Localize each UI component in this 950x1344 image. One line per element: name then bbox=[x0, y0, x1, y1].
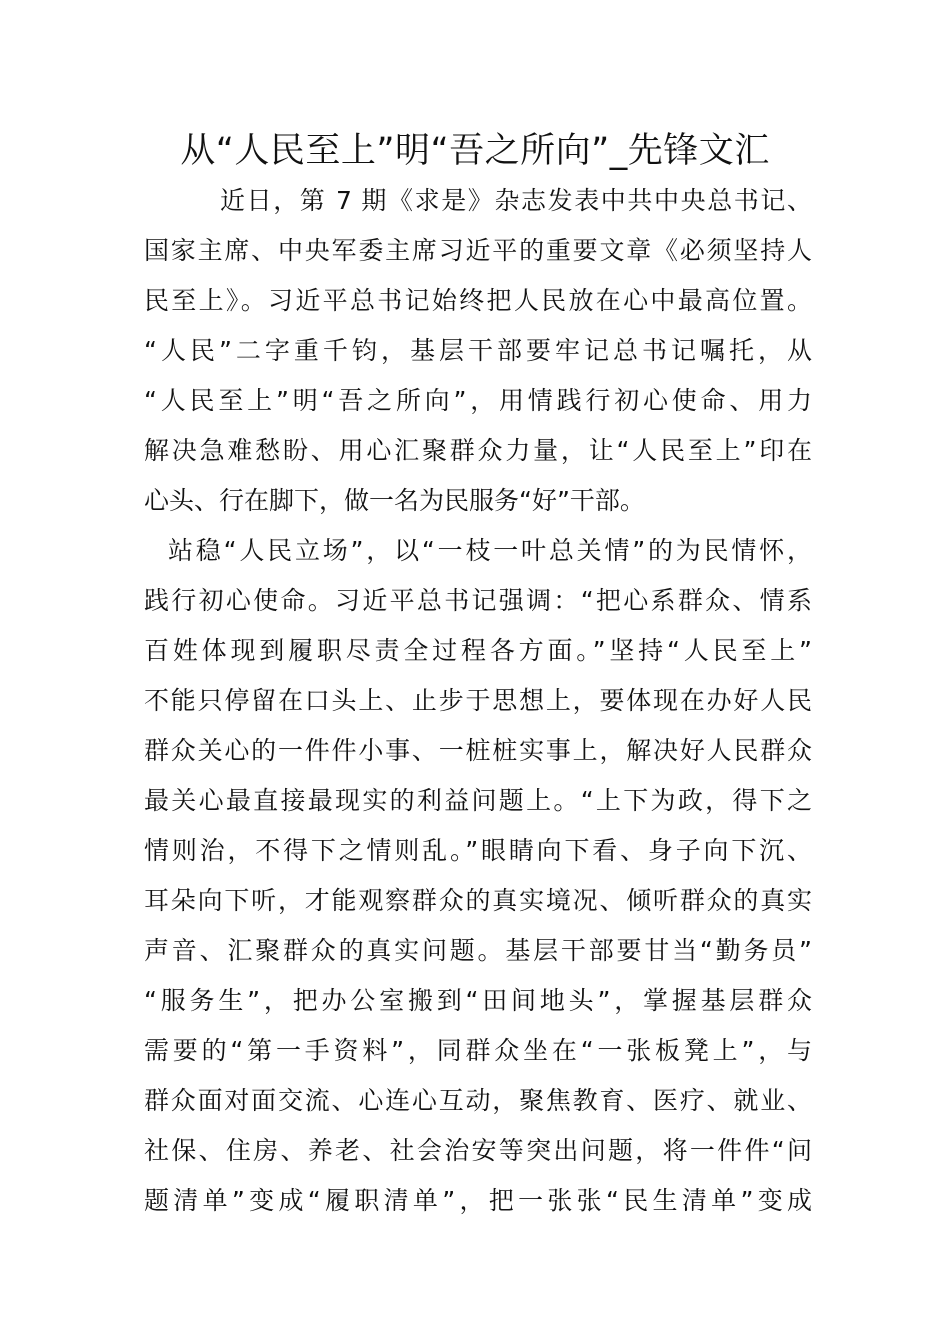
paragraph-line: 百姓体现到履职尽责全过程各方面。”坚持“人民至上” bbox=[144, 636, 812, 665]
document-body bbox=[144, 176, 812, 1226]
paragraph-line: 题清单”变成“履职清单”，把一张张“民生清单”变成 bbox=[144, 1186, 812, 1215]
paragraph-line: 站稳“人民立场”，以“一枝一叶总关情”的为民情怀， bbox=[168, 536, 812, 565]
paragraph-line: 声音、汇聚群众的真实问题。基层干部要甘当“勤务员” bbox=[144, 936, 812, 965]
paragraph-line: 群众面对面交流、心连心互动，聚焦教育、医疗、就业、 bbox=[144, 1086, 812, 1115]
paragraph-line: 践行初心使命。习近平总书记强调：“把心系群众、情系 bbox=[144, 586, 812, 615]
paragraph-line: 心头、行在脚下，做一名为民服务“好”干部。 bbox=[144, 486, 645, 515]
paragraph-line: “人民”二字重千钧，基层干部要牢记总书记嘱托，从 bbox=[144, 336, 812, 365]
paragraph-line: 群众关心的一件件小事、一桩桩实事上，解决好人民群众 bbox=[144, 736, 812, 765]
paragraph-line: “服务生”，把办公室搬到“田间地头”，掌握基层群众 bbox=[144, 986, 812, 1015]
paragraph-line: 情则治，不得下之情则乱。”眼睛向下看、身子向下沉、 bbox=[144, 836, 812, 865]
paragraph-line: “人民至上”明“吾之所向”，用情践行初心使命、用力 bbox=[144, 386, 812, 415]
paragraph-line: 最关心最直接最现实的利益问题上。“上下为政，得下之 bbox=[144, 786, 812, 815]
paragraph-line: 近日，第 7 期《求是》杂志发表中共中央总书记、 bbox=[220, 186, 812, 215]
paragraph-line: 解决急难愁盼、用心汇聚群众力量，让“人民至上”印在 bbox=[144, 436, 812, 465]
document-title: 从“人民至上”明“吾之所向”_先锋文汇 bbox=[180, 131, 770, 171]
paragraph-line: 社保、住房、养老、社会治安等突出问题，将一件件“问 bbox=[144, 1136, 812, 1165]
paragraph-line: 需要的“第一手资料”，同群众坐在“一张板凳上”，与 bbox=[144, 1036, 812, 1065]
paragraph-line: 国家主席、中央军委主席习近平的重要文章《必须坚持人 bbox=[144, 236, 812, 265]
paragraph-line: 耳朵向下听，才能观察群众的真实境况、倾听群众的真实 bbox=[144, 886, 812, 915]
paragraph-line: 不能只停留在口头上、止步于思想上，要体现在办好人民 bbox=[144, 686, 812, 715]
paragraph-line: 民至上》。习近平总书记始终把人民放在心中最高位置。 bbox=[144, 286, 812, 315]
